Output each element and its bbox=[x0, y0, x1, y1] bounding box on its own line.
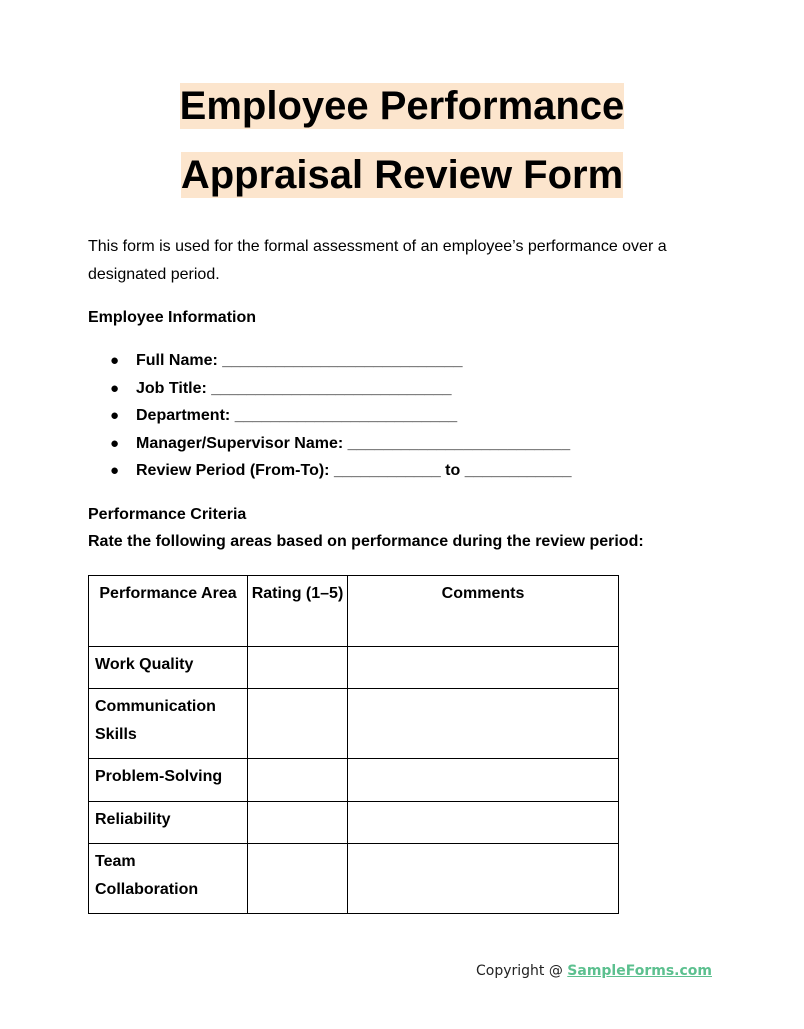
field-label: Manager/Supervisor Name: bbox=[136, 434, 344, 452]
table-row bbox=[89, 802, 619, 844]
employee-info-list bbox=[88, 349, 572, 487]
field-manager-name[interactable] bbox=[88, 432, 572, 460]
bullet-icon: ● bbox=[110, 462, 120, 479]
field-label: Full Name: bbox=[136, 352, 218, 369]
field-full-name[interactable] bbox=[88, 349, 572, 377]
performance-criteria-heading: Performance Criteria bbox=[88, 506, 247, 523]
field-label: Department: bbox=[136, 407, 231, 424]
bullet-icon: ● bbox=[110, 352, 120, 369]
bullet-icon: ● bbox=[110, 434, 120, 452]
header-comments: Comments bbox=[348, 576, 619, 647]
employee-info-heading: Employee Information bbox=[88, 309, 257, 326]
table-row bbox=[89, 647, 619, 689]
field-job-title[interactable] bbox=[88, 377, 572, 405]
field-blank[interactable]: ___________________________ bbox=[222, 352, 463, 369]
area-cell: Work Quality bbox=[89, 647, 248, 689]
table-row bbox=[89, 689, 619, 759]
area-cell: Reliability bbox=[89, 802, 248, 844]
field-review-period[interactable] bbox=[88, 459, 572, 487]
intro-paragraph: This form is used for the formal assessment of an employee’s performance over a designated period. bbox=[88, 238, 667, 283]
rating-cell[interactable] bbox=[248, 759, 348, 802]
rating-instruction: Rate the following areas based on performance during the review period: bbox=[88, 533, 644, 550]
rating-cell[interactable] bbox=[248, 844, 348, 914]
bullet-icon: ● bbox=[110, 407, 120, 424]
copyright-text: Copyright @ bbox=[475, 963, 568, 979]
sampleforms-link[interactable]: SampleForms.com bbox=[567, 963, 712, 979]
field-blank[interactable]: ____________ to ____________ bbox=[333, 462, 572, 479]
comments-cell[interactable] bbox=[348, 802, 619, 844]
rating-cell[interactable] bbox=[248, 802, 348, 844]
comments-cell[interactable] bbox=[348, 844, 619, 914]
performance-table bbox=[88, 575, 619, 914]
header-performance-area: Performance Area bbox=[89, 576, 248, 647]
field-blank[interactable]: _________________________ bbox=[234, 407, 458, 424]
field-label: Review Period (From-To): bbox=[136, 462, 330, 479]
area-cell: Team Collaboration bbox=[89, 844, 248, 914]
title-line-1: Employee Performance bbox=[179, 84, 625, 128]
field-department[interactable] bbox=[88, 404, 572, 432]
table-row bbox=[89, 759, 619, 802]
title-line-2: Appraisal Review Form bbox=[180, 153, 624, 197]
header-rating: Rating (1–5) bbox=[248, 576, 348, 647]
bullet-icon: ● bbox=[110, 379, 120, 397]
field-label: Job Title: bbox=[136, 379, 207, 397]
document-title bbox=[0, 83, 804, 221]
table-header-row bbox=[89, 576, 619, 647]
table-row bbox=[89, 844, 619, 914]
comments-cell[interactable] bbox=[348, 647, 619, 689]
comments-cell[interactable] bbox=[348, 759, 619, 802]
field-blank[interactable]: ___________________________ bbox=[211, 379, 452, 397]
rating-cell[interactable] bbox=[248, 647, 348, 689]
comments-cell[interactable] bbox=[348, 689, 619, 759]
rating-cell[interactable] bbox=[248, 689, 348, 759]
area-cell: Communication Skills bbox=[89, 689, 248, 759]
field-blank[interactable]: _________________________ bbox=[347, 434, 571, 452]
copyright-footer bbox=[476, 963, 712, 979]
area-cell: Problem-Solving bbox=[89, 759, 248, 802]
